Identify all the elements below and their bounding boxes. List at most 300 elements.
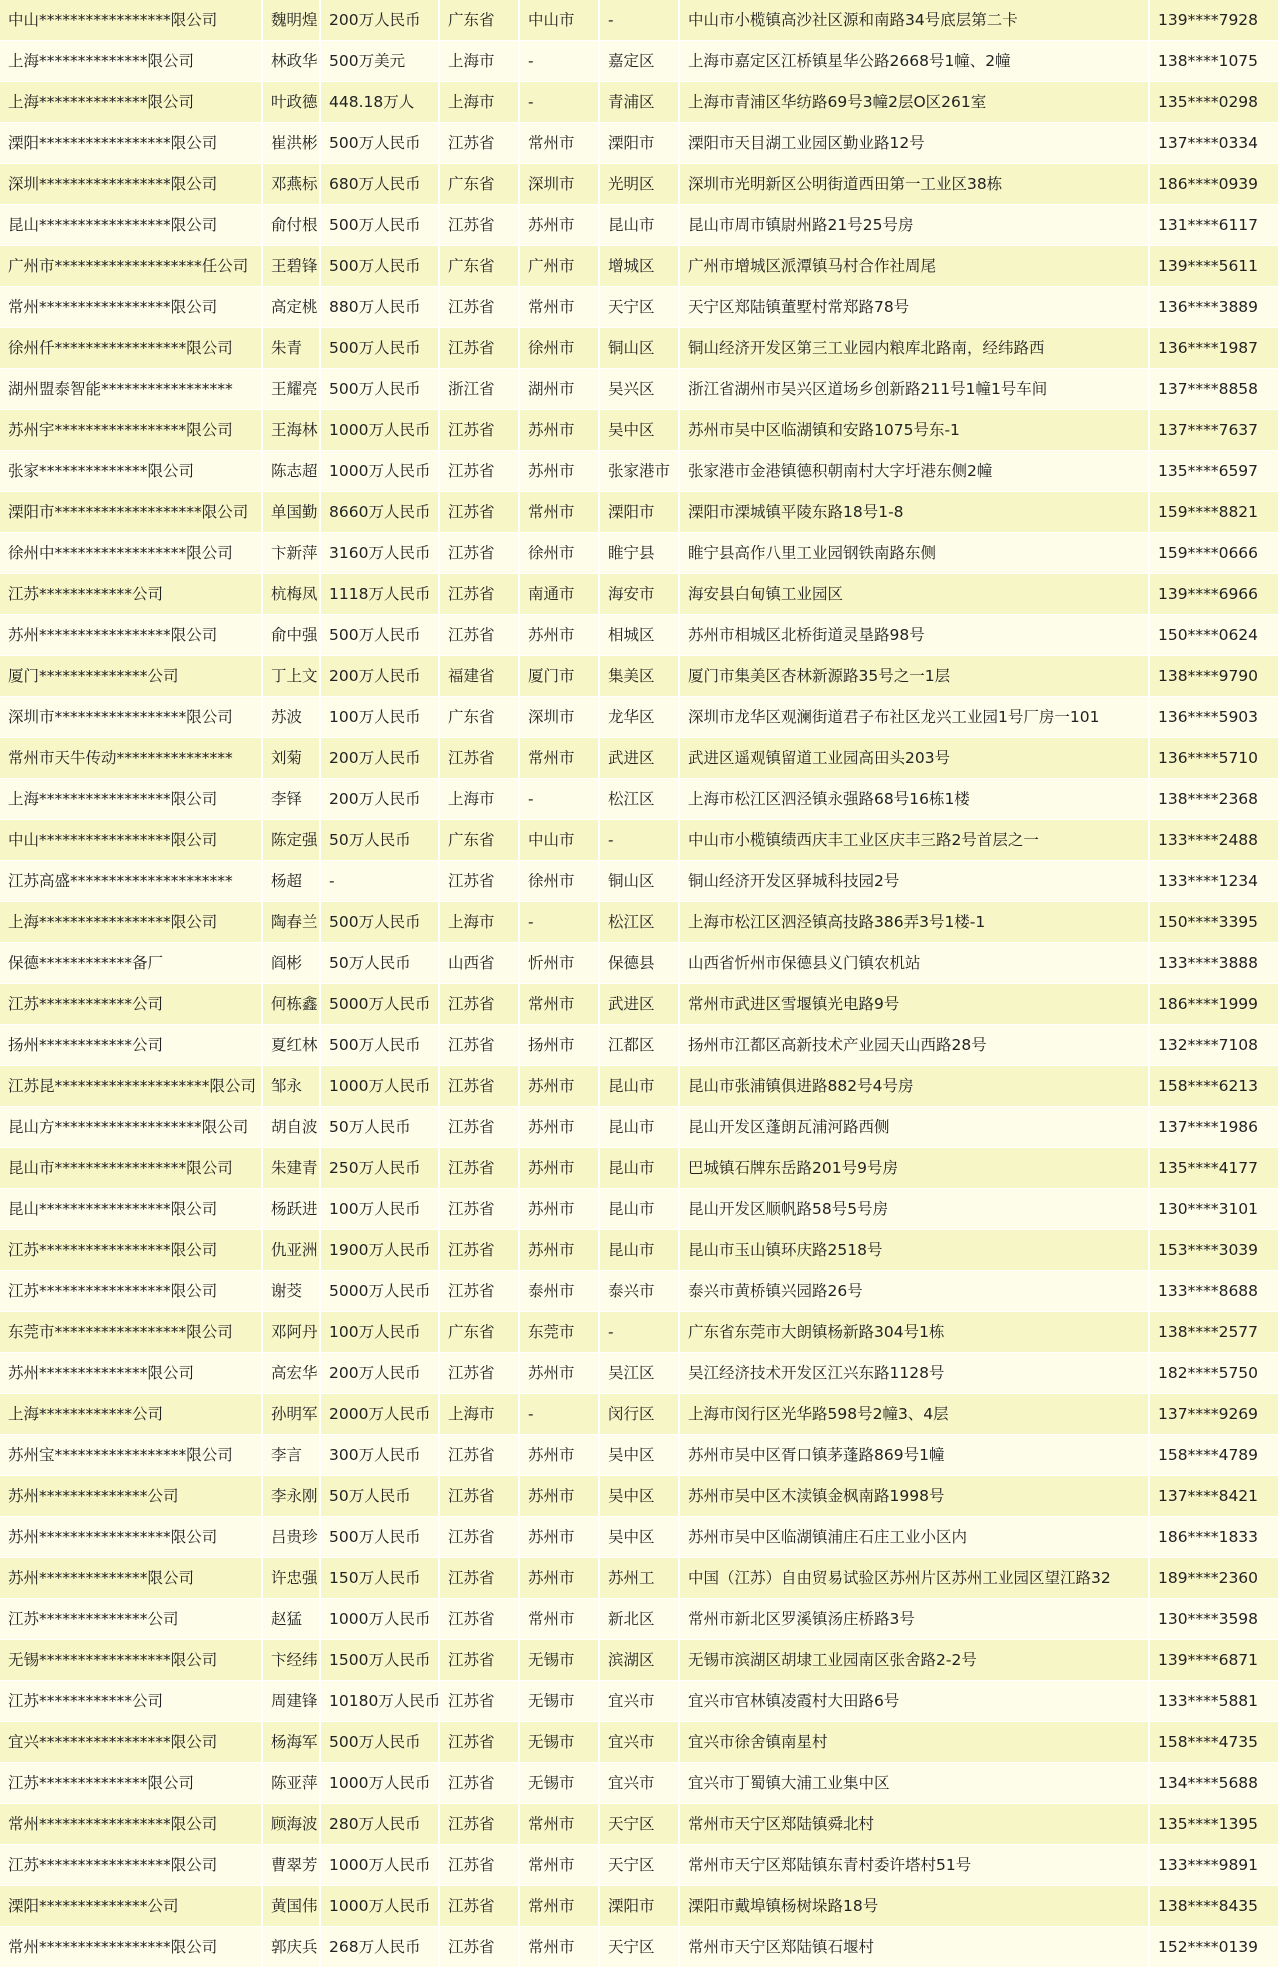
legal-person-cell: 杭梅凤 (263, 574, 321, 615)
city-cell: - (520, 1394, 600, 1435)
company-name-cell: 中山*****************限公司 (0, 0, 263, 41)
province-cell: 江苏省 (440, 574, 520, 615)
company-name-cell: 溧阳市*******************限公司 (0, 492, 263, 533)
city-cell: 厦门市 (520, 656, 600, 697)
company-name-cell: 保德************备厂 (0, 943, 263, 984)
city-cell: 苏州市 (520, 410, 600, 451)
address-cell: 上海市嘉定区江桥镇星华公路2668号1幢、2幢 (680, 41, 1150, 82)
company-name-cell: 张家**************限公司 (0, 451, 263, 492)
address-cell: 常州市新北区罗溪镇汤庄桥路3号 (680, 1599, 1150, 1640)
registered-capital-cell: 200万人民币 (321, 0, 440, 41)
province-cell: 江苏省 (440, 615, 520, 656)
address-cell: 睢宁县高作八里工业园钢铁南路东侧 (680, 533, 1150, 574)
table-row (0, 164, 1280, 205)
address-cell: 深圳市龙华区观澜街道君子布社区龙兴工业园1号厂房一101 (680, 697, 1150, 738)
district-cell: 武进区 (600, 984, 680, 1025)
address-cell: 苏州市吴中区木渎镇金枫南路1998号 (680, 1476, 1150, 1517)
table-row (0, 451, 1280, 492)
table-row (0, 697, 1280, 738)
province-cell: 江苏省 (440, 533, 520, 574)
city-cell: 常州市 (520, 123, 600, 164)
address-cell: 宜兴市官林镇凌霞村大田路6号 (680, 1681, 1150, 1722)
phone-cell: 137****8858 (1150, 369, 1280, 410)
district-cell: 宜兴市 (600, 1722, 680, 1763)
address-cell: 溧阳市戴埠镇杨树垛路18号 (680, 1886, 1150, 1927)
table-row (0, 1148, 1280, 1189)
table-row (0, 1271, 1280, 1312)
legal-person-cell: 阎彬 (263, 943, 321, 984)
legal-person-cell: 叶政德 (263, 82, 321, 123)
district-cell: 龙华区 (600, 697, 680, 738)
registered-capital-cell: 100万人民币 (321, 1189, 440, 1230)
city-cell: 湖州市 (520, 369, 600, 410)
province-cell: 江苏省 (440, 451, 520, 492)
address-cell: 常州市武进区雪堰镇光电路9号 (680, 984, 1150, 1025)
city-cell: 苏州市 (520, 1189, 600, 1230)
province-cell: 福建省 (440, 656, 520, 697)
province-cell: 江苏省 (440, 1845, 520, 1886)
table-row (0, 41, 1280, 82)
province-cell: 上海市 (440, 902, 520, 943)
company-name-cell: 昆山*****************限公司 (0, 1189, 263, 1230)
phone-cell: 186****1999 (1150, 984, 1280, 1025)
registered-capital-cell: 680万人民币 (321, 164, 440, 205)
province-cell: 上海市 (440, 779, 520, 820)
table-row (0, 1927, 1280, 1968)
table-row (0, 1517, 1280, 1558)
registered-capital-cell: 10180万人民币 (321, 1681, 440, 1722)
registered-capital-cell: 1000万人民币 (321, 1845, 440, 1886)
phone-cell: 135****6597 (1150, 451, 1280, 492)
legal-person-cell: 苏波 (263, 697, 321, 738)
phone-cell: 159****0666 (1150, 533, 1280, 574)
registered-capital-cell: 500万美元 (321, 41, 440, 82)
company-name-cell: 常州*****************限公司 (0, 287, 263, 328)
city-cell: 无锡市 (520, 1763, 600, 1804)
phone-cell: 137****9269 (1150, 1394, 1280, 1435)
city-cell: 扬州市 (520, 1025, 600, 1066)
registered-capital-cell: 500万人民币 (321, 615, 440, 656)
legal-person-cell: 邓阿丹 (263, 1312, 321, 1353)
province-cell: 江苏省 (440, 1804, 520, 1845)
province-cell: 上海市 (440, 41, 520, 82)
table-row (0, 82, 1280, 123)
table-row (0, 943, 1280, 984)
phone-cell: 138****9790 (1150, 656, 1280, 697)
phone-cell: 138****8435 (1150, 1886, 1280, 1927)
table-row (0, 820, 1280, 861)
province-cell: 广东省 (440, 1312, 520, 1353)
table-row (0, 1640, 1280, 1681)
registered-capital-cell: 1000万人民币 (321, 1066, 440, 1107)
company-name-cell: 江苏高盛********************* (0, 861, 263, 902)
company-name-cell: 徐州仟*****************限公司 (0, 328, 263, 369)
address-cell: 宜兴市徐舍镇南星村 (680, 1722, 1150, 1763)
city-cell: 中山市 (520, 0, 600, 41)
district-cell: 昆山市 (600, 205, 680, 246)
address-cell: 中山市小榄镇高沙社区源和南路34号底层第二卡 (680, 0, 1150, 41)
address-cell: 武进区遥观镇留道工业园高田头203号 (680, 738, 1150, 779)
registered-capital-cell: 100万人民币 (321, 697, 440, 738)
city-cell: 苏州市 (520, 1517, 600, 1558)
legal-person-cell: 陈定强 (263, 820, 321, 861)
city-cell: 徐州市 (520, 533, 600, 574)
table-row (0, 1353, 1280, 1394)
address-cell: 上海市松江区泗泾镇高技路386弄3号1楼-1 (680, 902, 1150, 943)
phone-cell: 133****3888 (1150, 943, 1280, 984)
legal-person-cell: 吕贵珍 (263, 1517, 321, 1558)
address-cell: 苏州市吴中区临湖镇浦庄石庄工业小区内 (680, 1517, 1150, 1558)
province-cell: 江苏省 (440, 410, 520, 451)
phone-cell: 153****3039 (1150, 1230, 1280, 1271)
phone-cell: 137****7637 (1150, 410, 1280, 451)
district-cell: 吴兴区 (600, 369, 680, 410)
table-row (0, 1558, 1280, 1599)
district-cell: 吴中区 (600, 1517, 680, 1558)
address-cell: 苏州市相城区北桥街道灵垦路98号 (680, 615, 1150, 656)
legal-person-cell: 夏红林 (263, 1025, 321, 1066)
company-name-cell: 苏州宇*****************限公司 (0, 410, 263, 451)
registered-capital-cell: 50万人民币 (321, 820, 440, 861)
phone-cell: 132****7108 (1150, 1025, 1280, 1066)
company-name-cell: 江苏*****************限公司 (0, 1271, 263, 1312)
phone-cell: 135****1395 (1150, 1804, 1280, 1845)
phone-cell: 137****1986 (1150, 1107, 1280, 1148)
province-cell: 广东省 (440, 246, 520, 287)
province-cell: 江苏省 (440, 1148, 520, 1189)
province-cell: 江苏省 (440, 328, 520, 369)
province-cell: 江苏省 (440, 1107, 520, 1148)
phone-cell: 182****5750 (1150, 1353, 1280, 1394)
city-cell: 忻州市 (520, 943, 600, 984)
phone-cell: 189****2360 (1150, 1558, 1280, 1599)
phone-cell: 139****6966 (1150, 574, 1280, 615)
city-cell: 东莞市 (520, 1312, 600, 1353)
legal-person-cell: 李永刚 (263, 1476, 321, 1517)
table-row (0, 1312, 1280, 1353)
province-cell: 江苏省 (440, 287, 520, 328)
phone-cell: 137****0334 (1150, 123, 1280, 164)
province-cell: 江苏省 (440, 1066, 520, 1107)
province-cell: 江苏省 (440, 1435, 520, 1476)
table-row (0, 656, 1280, 697)
legal-person-cell: 黄国伟 (263, 1886, 321, 1927)
phone-cell: 138****2368 (1150, 779, 1280, 820)
phone-cell: 130****3598 (1150, 1599, 1280, 1640)
address-cell: 昆山开发区顺帆路58号5号房 (680, 1189, 1150, 1230)
city-cell: 苏州市 (520, 1558, 600, 1599)
registered-capital-cell: 50万人民币 (321, 1107, 440, 1148)
district-cell: 昆山市 (600, 1066, 680, 1107)
address-cell: 广东省东莞市大朗镇杨新路304号1栋 (680, 1312, 1150, 1353)
district-cell: 青浦区 (600, 82, 680, 123)
registered-capital-cell: 2000万人民币 (321, 1394, 440, 1435)
city-cell: 苏州市 (520, 1435, 600, 1476)
registered-capital-cell: 1000万人民币 (321, 1599, 440, 1640)
address-cell: 张家港市金港镇德积朝南村大字圩港东侧2幢 (680, 451, 1150, 492)
address-cell: 昆山市张浦镇俱进路882号4号房 (680, 1066, 1150, 1107)
phone-cell: 135****0298 (1150, 82, 1280, 123)
district-cell: 张家港市 (600, 451, 680, 492)
company-name-cell: 厦门**************公司 (0, 656, 263, 697)
registered-capital-cell: 500万人民币 (321, 1025, 440, 1066)
phone-cell: 136****1987 (1150, 328, 1280, 369)
company-name-cell: 徐州中*****************限公司 (0, 533, 263, 574)
company-name-cell: 湖州盟泰智能***************** (0, 369, 263, 410)
table-row (0, 287, 1280, 328)
address-cell: 昆山市周市镇尉州路21号25号房 (680, 205, 1150, 246)
company-name-cell: 上海*****************限公司 (0, 902, 263, 943)
legal-person-cell: 顾海波 (263, 1804, 321, 1845)
legal-person-cell: 陶春兰 (263, 902, 321, 943)
legal-person-cell: 陈志超 (263, 451, 321, 492)
address-cell: 宜兴市丁蜀镇大浦工业集中区 (680, 1763, 1150, 1804)
table-row (0, 861, 1280, 902)
company-name-cell: 苏州*****************限公司 (0, 615, 263, 656)
table-row (0, 1722, 1280, 1763)
district-cell: 宜兴市 (600, 1763, 680, 1804)
district-cell: 滨湖区 (600, 1640, 680, 1681)
province-cell: 江苏省 (440, 492, 520, 533)
address-cell: 山西省忻州市保德县义门镇农机站 (680, 943, 1150, 984)
registered-capital-cell: 5000万人民币 (321, 1271, 440, 1312)
province-cell: 江苏省 (440, 1927, 520, 1968)
registered-capital-cell: 100万人民币 (321, 1312, 440, 1353)
legal-person-cell: 俞付根 (263, 205, 321, 246)
province-cell: 江苏省 (440, 1025, 520, 1066)
company-name-cell: 苏州**************限公司 (0, 1353, 263, 1394)
phone-cell: 152****0139 (1150, 1927, 1280, 1968)
company-name-cell: 江苏*****************限公司 (0, 1230, 263, 1271)
district-cell: 江都区 (600, 1025, 680, 1066)
phone-cell: 137****8421 (1150, 1476, 1280, 1517)
district-cell: 吴江区 (600, 1353, 680, 1394)
address-cell: 无锡市滨湖区胡埭工业园南区张舍路2-2号 (680, 1640, 1150, 1681)
legal-person-cell: 丁上文 (263, 656, 321, 697)
phone-cell: 138****1075 (1150, 41, 1280, 82)
district-cell: 天宁区 (600, 1845, 680, 1886)
legal-person-cell: 周建锋 (263, 1681, 321, 1722)
company-name-cell: 江苏**************公司 (0, 1599, 263, 1640)
address-cell: 天宁区郑陆镇董墅村常郑路78号 (680, 287, 1150, 328)
address-cell: 厦门市集美区杏林新源路35号之一1层 (680, 656, 1150, 697)
company-name-cell: 昆山*****************限公司 (0, 205, 263, 246)
province-cell: 江苏省 (440, 1353, 520, 1394)
city-cell: 苏州市 (520, 1353, 600, 1394)
district-cell: 溧阳市 (600, 123, 680, 164)
company-name-cell: 江苏昆********************限公司 (0, 1066, 263, 1107)
phone-cell: 133****5881 (1150, 1681, 1280, 1722)
table-row (0, 1189, 1280, 1230)
district-cell: 嘉定区 (600, 41, 680, 82)
registered-capital-cell: 1900万人民币 (321, 1230, 440, 1271)
city-cell: 深圳市 (520, 697, 600, 738)
province-cell: 江苏省 (440, 861, 520, 902)
district-cell: 武进区 (600, 738, 680, 779)
company-name-cell: 苏州宝*****************限公司 (0, 1435, 263, 1476)
registered-capital-cell: 1500万人民币 (321, 1640, 440, 1681)
province-cell: 江苏省 (440, 984, 520, 1025)
legal-person-cell: 高宏华 (263, 1353, 321, 1394)
district-cell: 溧阳市 (600, 1886, 680, 1927)
province-cell: 广东省 (440, 820, 520, 861)
legal-person-cell: 邹永 (263, 1066, 321, 1107)
city-cell: 常州市 (520, 1886, 600, 1927)
legal-person-cell: 陈亚萍 (263, 1763, 321, 1804)
district-cell: 睢宁县 (600, 533, 680, 574)
address-cell: 铜山经济开发区驿城科技园2号 (680, 861, 1150, 902)
city-cell: 无锡市 (520, 1722, 600, 1763)
company-name-cell: 深圳市*****************限公司 (0, 697, 263, 738)
legal-person-cell: 崔洪彬 (263, 123, 321, 164)
table-row (0, 1435, 1280, 1476)
legal-person-cell: 林政华 (263, 41, 321, 82)
company-name-cell: 江苏************公司 (0, 1681, 263, 1722)
company-name-cell: 深圳*****************限公司 (0, 164, 263, 205)
city-cell: - (520, 902, 600, 943)
registered-capital-cell: 500万人民币 (321, 1722, 440, 1763)
address-cell: 铜山经济开发区第三工业园内粮库北路南，经纬路西 (680, 328, 1150, 369)
table-row (0, 205, 1280, 246)
legal-person-cell: 朱建青 (263, 1148, 321, 1189)
company-name-cell: 昆山方*******************限公司 (0, 1107, 263, 1148)
company-name-cell: 常州市天牛传动*************** (0, 738, 263, 779)
city-cell: 苏州市 (520, 1148, 600, 1189)
city-cell: 苏州市 (520, 1230, 600, 1271)
address-cell: 常州市天宁区郑陆镇舜北村 (680, 1804, 1150, 1845)
city-cell: - (520, 82, 600, 123)
registered-capital-cell: 500万人民币 (321, 328, 440, 369)
city-cell: 深圳市 (520, 164, 600, 205)
legal-person-cell: 谢茭 (263, 1271, 321, 1312)
legal-person-cell: 李铎 (263, 779, 321, 820)
district-cell: 昆山市 (600, 1230, 680, 1271)
address-cell: 吴江经济技术开发区江兴东路1128号 (680, 1353, 1150, 1394)
company-name-cell: 昆山市*****************限公司 (0, 1148, 263, 1189)
phone-cell: 136****5710 (1150, 738, 1280, 779)
district-cell: 相城区 (600, 615, 680, 656)
table-row (0, 1886, 1280, 1927)
table-row (0, 328, 1280, 369)
company-name-cell: 东莞市*****************限公司 (0, 1312, 263, 1353)
district-cell: 海安市 (600, 574, 680, 615)
legal-person-cell: 何栋鑫 (263, 984, 321, 1025)
phone-cell: 158****4789 (1150, 1435, 1280, 1476)
city-cell: 苏州市 (520, 205, 600, 246)
registered-capital-cell: 500万人民币 (321, 1517, 440, 1558)
phone-cell: 133****2488 (1150, 820, 1280, 861)
table-row (0, 410, 1280, 451)
phone-cell: 130****3101 (1150, 1189, 1280, 1230)
legal-person-cell: 郭庆兵 (263, 1927, 321, 1968)
registered-capital-cell: 448.18万人 (321, 82, 440, 123)
registered-capital-cell: 880万人民币 (321, 287, 440, 328)
city-cell: 徐州市 (520, 861, 600, 902)
phone-cell: 158****6213 (1150, 1066, 1280, 1107)
province-cell: 江苏省 (440, 1271, 520, 1312)
table-row (0, 1681, 1280, 1722)
registered-capital-cell: 500万人民币 (321, 246, 440, 287)
table-row (0, 1763, 1280, 1804)
province-cell: 江苏省 (440, 1476, 520, 1517)
city-cell: 常州市 (520, 287, 600, 328)
city-cell: 苏州市 (520, 1066, 600, 1107)
district-cell: 溧阳市 (600, 492, 680, 533)
district-cell: 增城区 (600, 246, 680, 287)
registered-capital-cell: 200万人民币 (321, 656, 440, 697)
address-cell: 浙江省湖州市吴兴区道场乡创新路211号1幢1号车间 (680, 369, 1150, 410)
table-row (0, 123, 1280, 164)
city-cell: 常州市 (520, 1927, 600, 1968)
table-row (0, 574, 1280, 615)
company-name-cell: 苏州*****************限公司 (0, 1517, 263, 1558)
registered-capital-cell: - (321, 861, 440, 902)
address-cell: 溧阳市溧城镇平陵东路18号1-8 (680, 492, 1150, 533)
registered-capital-cell: 280万人民币 (321, 1804, 440, 1845)
registered-capital-cell: 1000万人民币 (321, 1886, 440, 1927)
district-cell: 昆山市 (600, 1107, 680, 1148)
province-cell: 江苏省 (440, 1189, 520, 1230)
district-cell: 新北区 (600, 1599, 680, 1640)
city-cell: 广州市 (520, 246, 600, 287)
phone-cell: 158****4735 (1150, 1722, 1280, 1763)
legal-person-cell: 杨超 (263, 861, 321, 902)
province-cell: 江苏省 (440, 205, 520, 246)
city-cell: 中山市 (520, 820, 600, 861)
city-cell: 常州市 (520, 984, 600, 1025)
address-cell: 泰兴市黄桥镇兴园路26号 (680, 1271, 1150, 1312)
province-cell: 江苏省 (440, 1681, 520, 1722)
table-row (0, 902, 1280, 943)
legal-person-cell: 邓燕标 (263, 164, 321, 205)
company-name-cell: 常州*****************限公司 (0, 1927, 263, 1968)
legal-person-cell: 孙明军 (263, 1394, 321, 1435)
province-cell: 上海市 (440, 82, 520, 123)
address-cell: 巴城镇石牌东岳路201号9号房 (680, 1148, 1150, 1189)
province-cell: 广东省 (440, 164, 520, 205)
address-cell: 中国（江苏）自由贸易试验区苏州片区苏州工业园区望江路32 (680, 1558, 1150, 1599)
company-name-cell: 广州市*******************任公司 (0, 246, 263, 287)
district-cell: 昆山市 (600, 1148, 680, 1189)
district-cell: 昆山市 (600, 1189, 680, 1230)
registered-capital-cell: 5000万人民币 (321, 984, 440, 1025)
district-cell: 天宁区 (600, 287, 680, 328)
legal-person-cell: 王耀亮 (263, 369, 321, 410)
phone-cell: 138****2577 (1150, 1312, 1280, 1353)
table-row (0, 1804, 1280, 1845)
district-cell: 铜山区 (600, 328, 680, 369)
province-cell: 江苏省 (440, 1517, 520, 1558)
phone-cell: 139****6871 (1150, 1640, 1280, 1681)
table-row (0, 1066, 1280, 1107)
district-cell: 天宁区 (600, 1927, 680, 1968)
phone-cell: 134****5688 (1150, 1763, 1280, 1804)
address-cell: 昆山市玉山镇环庆路2518号 (680, 1230, 1150, 1271)
district-cell: 吴中区 (600, 1476, 680, 1517)
district-cell: 松江区 (600, 902, 680, 943)
table-row (0, 369, 1280, 410)
district-cell: 宜兴市 (600, 1681, 680, 1722)
address-cell: 苏州市吴中区临湖镇和安路1075号东-1 (680, 410, 1150, 451)
legal-person-cell: 魏明煌 (263, 0, 321, 41)
city-cell: 无锡市 (520, 1640, 600, 1681)
phone-cell: 139****7928 (1150, 0, 1280, 41)
province-cell: 江苏省 (440, 1763, 520, 1804)
district-cell: - (600, 0, 680, 41)
city-cell: 常州市 (520, 1599, 600, 1640)
district-cell: 集美区 (600, 656, 680, 697)
registered-capital-cell: 50万人民币 (321, 1476, 440, 1517)
